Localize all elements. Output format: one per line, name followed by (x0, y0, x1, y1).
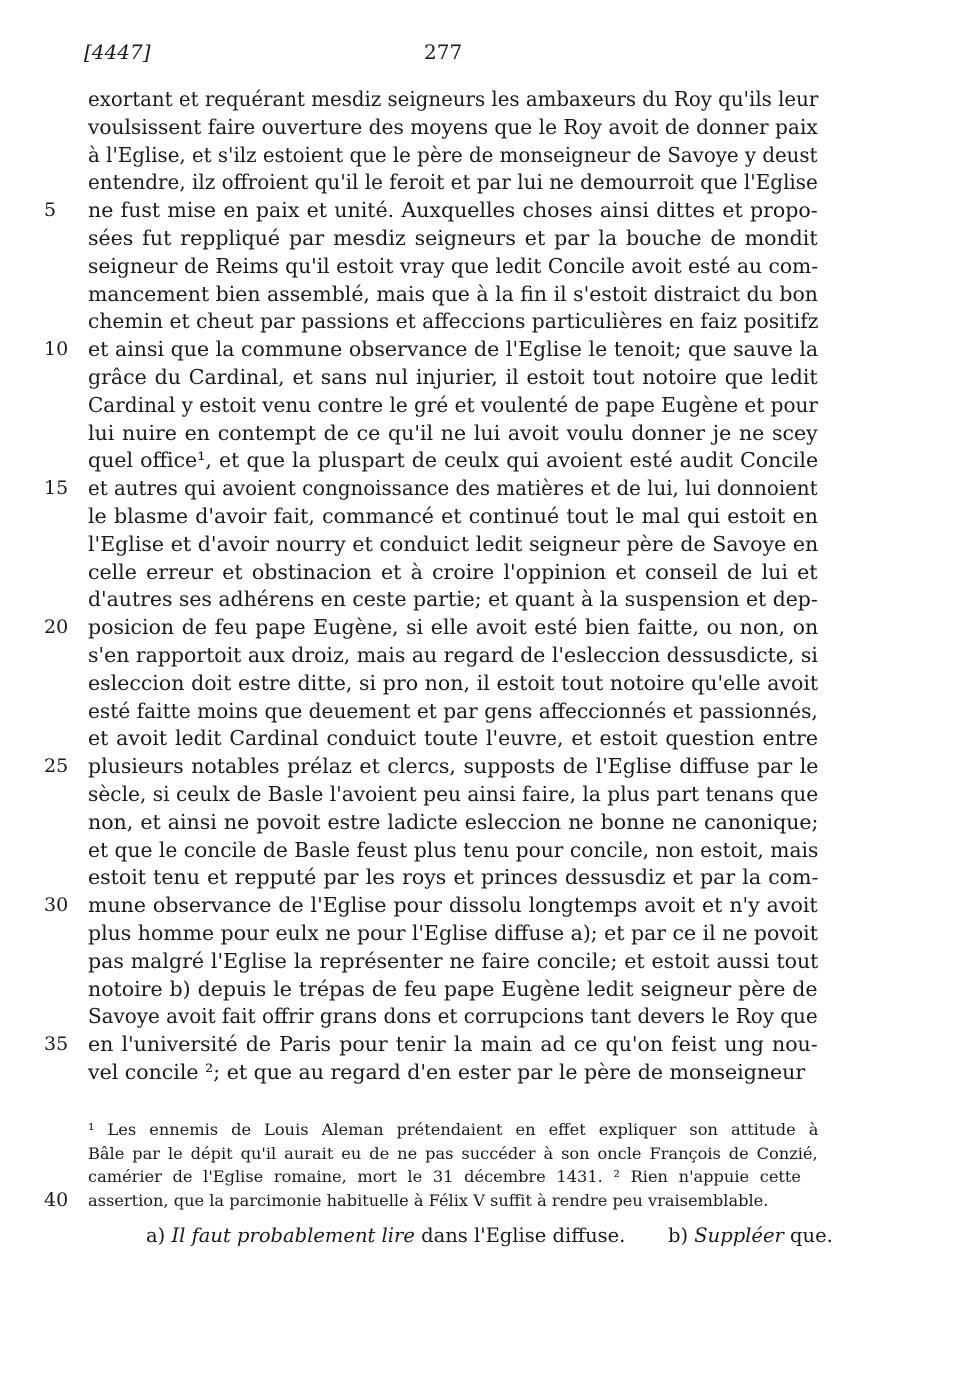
text-line (0, 503, 960, 531)
line-number: 15 (44, 477, 69, 500)
footnote-line (0, 1142, 960, 1166)
text-line (0, 614, 960, 642)
line-text: assertion, que la parcimonie habituelle à Félix V suffit à rendre peu vraisemblable. (88, 1190, 769, 1210)
text-line (0, 86, 960, 114)
line-number: 25 (44, 755, 69, 778)
text-line (0, 308, 960, 336)
text-line (0, 837, 960, 865)
footnotes (0, 1118, 960, 1212)
text-line (0, 531, 960, 559)
line-text: seigneur de Reims qu'il estoit vray que ledit Concile avoit esté au com- (88, 253, 819, 278)
text-line (0, 225, 960, 253)
note-italic-text: Suppléer (694, 1224, 784, 1247)
text-line (0, 586, 960, 614)
text-line (0, 420, 960, 448)
note-italic-text: Il faut probablement lire (171, 1224, 415, 1247)
text-line (0, 920, 960, 948)
page-number: 277 (424, 40, 463, 64)
line-text: et avoit ledit Cardinal conduict toute l'euvre, et estoit question entre (88, 726, 818, 751)
text-line (0, 169, 960, 197)
line-text: vel concile ²; et que au regard d'en ester par le père de monseigneur (88, 1059, 806, 1084)
text-line (0, 781, 960, 809)
line-text: en l'université de Paris pour tenir la main ad ce qu'on feist ung nou- (88, 1032, 818, 1057)
line-text: ¹ Les ennemis de Louis Aleman prétendaient en effet expliquer son attitude à (88, 1120, 819, 1139)
line-text: grâce du Cardinal, et sans nul injurier, il estoit tout notoire que ledit (88, 364, 818, 389)
line-text: voulsissent faire ouverture des moyens que le Roy avoit de donner paix (88, 114, 818, 139)
text-line (0, 447, 960, 475)
footnote-line (0, 1118, 960, 1142)
line-text: lui nuire en contempt de ce qu'il ne lui avoit voulu donner je ne scey (88, 420, 818, 445)
line-text: camérier de l'Eglise romaine, mort le 31 décembre 1431. ² Rien n'appuie cette (88, 1167, 802, 1186)
line-text: sées fut repplіqué par mesdiz seigneurs et par la bouche de mondit (88, 225, 818, 250)
line-number: 20 (44, 616, 69, 639)
line-text: mancement bien assemblé, mais que à la fin il s'estoit distraict du bon (88, 281, 818, 306)
text-line (0, 725, 960, 753)
critical-note-b (668, 1221, 833, 1251)
line-text: ne fust mise en paix et unité. Auxquelles choses ainsi dittes et propo- (88, 198, 818, 223)
text-line (0, 281, 960, 309)
line-text: entendre, ilz offroient qu'il le feroit et par lui ne demourroit que l'Eglise (88, 170, 818, 195)
line-text: chemin et cheut par passions et affeccions particulières en faiz positifz (88, 309, 819, 334)
text-line (0, 559, 960, 587)
line-text: celle erreur et obstinacion et à croire l'oppinion et conseil de lui et (88, 559, 818, 584)
line-text: s'en rapportoit aux droiz, mais au regard de l'esleccion dessusdicte, si (88, 642, 818, 667)
line-text: non, et ainsi ne povoit estre ladicte esleccion ne bonne ne canonique; (88, 809, 819, 834)
text-line (0, 976, 960, 1004)
line-text: et autres qui avoient congnoissance des matières et de lui, lui donnoient (88, 476, 818, 501)
text-line (0, 864, 960, 892)
page-header (0, 40, 960, 70)
text-line (0, 392, 960, 420)
text-line (0, 809, 960, 837)
text-line (0, 948, 960, 976)
document-reference: [4447] (84, 40, 151, 64)
line-text: Savoye avoit fait offrir grans dons et corrupcions tant devers le Roy que (88, 1004, 818, 1029)
line-text: esté faitte moins que deuement et par gens affeccionnés et passionnés, (88, 698, 818, 723)
text-line (0, 364, 960, 392)
line-text: plusieurs notables prélaz et clercs, supposts de l'Eglise diffuse par le (88, 754, 819, 779)
text-line (0, 253, 960, 281)
line-text: estoit tenu et repputé par les roys et princes dessusdiz et par la com- (88, 865, 819, 890)
line-text: plus homme pour eulx ne pour l'Eglise diffuse a); et par ce il ne povoit (88, 920, 818, 945)
line-text: et que le concile de Basle feust plus tenu pour concile, non estoit, mais (88, 837, 819, 862)
critical-apparatus (0, 1221, 960, 1251)
text-line (0, 142, 960, 170)
text-line (0, 114, 960, 142)
note-text: dans l'Eglise diffuse. (421, 1224, 626, 1247)
footnote-line (0, 1189, 960, 1213)
text-line (0, 475, 960, 503)
note-marker: a) (146, 1224, 166, 1247)
line-text: notoire b) depuis le trépas de feu pape Eugène ledit seigneur père de (88, 976, 818, 1001)
line-number: 35 (44, 1033, 69, 1056)
line-text: esleccion doit estre ditte, si pro non, il estoit tout notoire qu'elle avoit (88, 670, 819, 695)
text-line (0, 336, 960, 364)
line-text: sècle, si ceulx de Basle l'avoient peu ainsi faire, la plus part tenans que (88, 781, 819, 806)
footnote-line (0, 1165, 960, 1189)
line-text: mune observance de l'Eglise pour dissolu longtemps avoit et n'y avoit (88, 893, 818, 918)
line-text: l'Eglise et d'avoir nourry et conduict ledit seigneur père de Savoye en (88, 531, 819, 556)
line-text: Bâle par le dépit qu'il aurait eu de ne pas succéder à son oncle François de Conzié, (88, 1143, 818, 1163)
text-line (0, 1003, 960, 1031)
line-text: quel office¹, et que la pluspart de ceulx qui avoient esté audit Concile (88, 448, 819, 473)
line-number: 40 (44, 1188, 69, 1211)
note-marker: b) (668, 1224, 689, 1247)
text-line (0, 1059, 960, 1087)
line-text: et ainsi que la commune observance de l'Eglise le tenoit; que sauve la (88, 337, 819, 362)
text-line (0, 1031, 960, 1059)
line-text: posicion de feu pape Eugène, si elle avoit esté bien faitte, ou non, on (88, 615, 819, 640)
line-text: le blasme d'avoir fait, commancé et continué tout le mal qui estoit en (88, 503, 818, 528)
text-line (0, 642, 960, 670)
main-text (0, 86, 960, 1087)
line-text: exortant et requérant mesdiz seigneurs les ambaxeurs du Roy qu'ils leur (88, 87, 819, 111)
text-line (0, 670, 960, 698)
line-text: à l'Eglise, et s'ilz estoient que le père de monseigneur de Savoye y deust (88, 142, 818, 167)
line-number: 5 (44, 199, 57, 222)
text-line (0, 753, 960, 781)
critical-note-a (146, 1221, 625, 1251)
line-number: 10 (44, 338, 69, 361)
text-line (0, 698, 960, 726)
line-number: 30 (44, 894, 69, 917)
line-text: pas malgré l'Eglise la représenter ne faire concile; et estoit aussi tout (88, 948, 819, 973)
line-text: Cardinal y estoit venu contre le gré et voulenté de pape Eugène et pour (88, 392, 818, 417)
text-line (0, 197, 960, 225)
line-text: d'autres ses adhérens en ceste partie; et quant à la suspension et dep- (88, 587, 818, 612)
text-line (0, 892, 960, 920)
note-text: que. (790, 1224, 833, 1247)
